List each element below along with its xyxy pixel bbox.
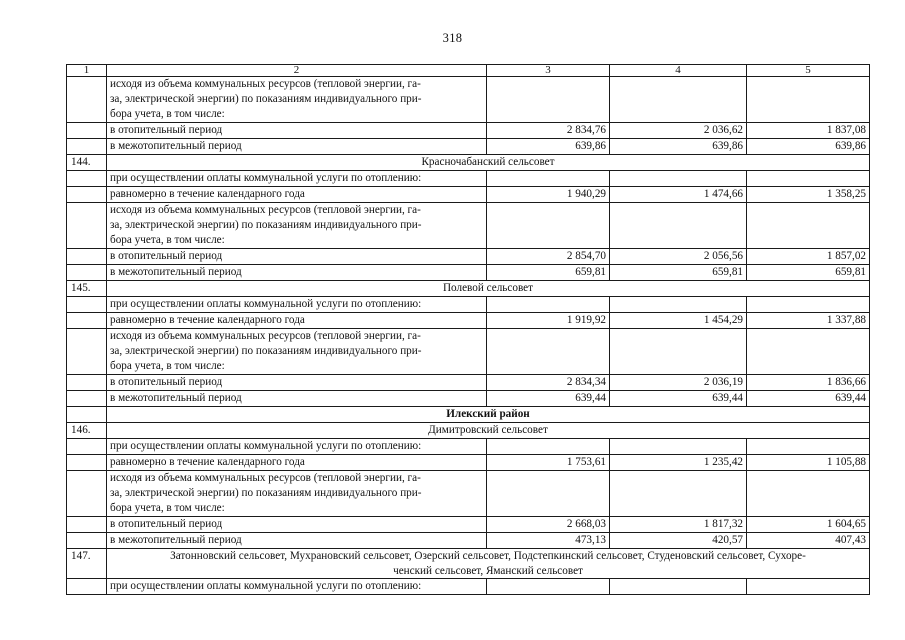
description-line: исходя из объема коммунальных ресурсов (тепловой энергии, га- bbox=[110, 204, 421, 216]
row-label: в отопительный период bbox=[107, 123, 487, 139]
description-line: исходя из объема коммунальных ресурсов (тепловой энергии, га- bbox=[110, 330, 421, 342]
description-line: за, электрической энергии) по показаниям индивидуального при- bbox=[110, 345, 422, 357]
value-row bbox=[67, 375, 870, 391]
index-cell bbox=[67, 187, 107, 203]
value-row bbox=[67, 249, 870, 265]
value-cell-col3 bbox=[487, 471, 610, 517]
description-row bbox=[67, 329, 870, 375]
description-cell bbox=[107, 203, 487, 249]
value-col4: 2 056,56 bbox=[610, 249, 747, 265]
value-col5: 1 604,65 bbox=[747, 517, 870, 533]
index-cell bbox=[67, 249, 107, 265]
row-label: в отопительный период bbox=[107, 375, 487, 391]
row-label: в межотопительный период bbox=[107, 391, 487, 407]
index-cell bbox=[67, 171, 107, 187]
row-label: равномерно в течение календарного года bbox=[107, 313, 487, 329]
index-cell bbox=[67, 439, 107, 455]
index-cell bbox=[67, 203, 107, 249]
settlement-title bbox=[107, 549, 870, 579]
payment-note: при осуществлении оплаты коммунальной услуги по отоплению: bbox=[107, 171, 487, 187]
value-cell-col5 bbox=[747, 471, 870, 517]
settlement-row bbox=[67, 281, 870, 297]
row-label: в отопительный период bbox=[107, 517, 487, 533]
index-cell bbox=[67, 471, 107, 517]
value-col5: 1 105,88 bbox=[747, 455, 870, 471]
index-cell bbox=[67, 77, 107, 123]
value-col5: 1 837,08 bbox=[747, 123, 870, 139]
value-cell-col4 bbox=[610, 77, 747, 123]
district-row bbox=[67, 407, 870, 423]
index-cell bbox=[67, 313, 107, 329]
value-row bbox=[67, 533, 870, 549]
payment-note-row bbox=[67, 439, 870, 455]
description-line: бора учета, в том числе: bbox=[110, 360, 225, 372]
value-col4 bbox=[610, 439, 747, 455]
settlement-title: Красночабанский сельсовет bbox=[107, 155, 870, 171]
value-cell-col4 bbox=[610, 471, 747, 517]
description-line: бора учета, в том числе: bbox=[110, 108, 225, 120]
settlement-title-line: Затонновский сельсовет, Мухрановский сельсовет, Озерский сельсовет, Подстепкинский сельсовет, Студеновский сельсовет, Сухоре- bbox=[170, 550, 806, 562]
payment-note: при осуществлении оплаты коммунальной услуги по отоплению: bbox=[107, 439, 487, 455]
value-col5: 407,43 bbox=[747, 533, 870, 549]
value-col5 bbox=[747, 579, 870, 595]
description-row bbox=[67, 77, 870, 123]
value-cell-col3 bbox=[487, 77, 610, 123]
index-cell bbox=[67, 455, 107, 471]
value-row bbox=[67, 139, 870, 155]
page-number: 318 bbox=[442, 31, 463, 45]
row-label: равномерно в течение календарного года bbox=[107, 455, 487, 471]
description-line: за, электрической энергии) по показаниям индивидуального при- bbox=[110, 219, 422, 231]
value-row bbox=[67, 391, 870, 407]
value-col5: 1 857,02 bbox=[747, 249, 870, 265]
value-col4 bbox=[610, 579, 747, 595]
index-cell bbox=[67, 297, 107, 313]
value-row bbox=[67, 123, 870, 139]
value-col5: 1 337,88 bbox=[747, 313, 870, 329]
value-row bbox=[67, 517, 870, 533]
value-col5: 1 836,66 bbox=[747, 375, 870, 391]
settlement-index: 145. bbox=[67, 281, 107, 297]
value-col4: 659,81 bbox=[610, 265, 747, 281]
value-col3: 2 854,70 bbox=[487, 249, 610, 265]
value-col5: 639,44 bbox=[747, 391, 870, 407]
description-row bbox=[67, 203, 870, 249]
description-cell bbox=[107, 471, 487, 517]
description-cell bbox=[107, 329, 487, 375]
settlement-row bbox=[67, 549, 870, 579]
column-number-row bbox=[67, 65, 870, 77]
value-col3 bbox=[487, 171, 610, 187]
value-col5 bbox=[747, 171, 870, 187]
description-cell bbox=[107, 77, 487, 123]
index-cell bbox=[67, 579, 107, 595]
settlement-title: Полевой сельсовет bbox=[107, 281, 870, 297]
index-cell bbox=[67, 407, 107, 423]
value-col4: 420,57 bbox=[610, 533, 747, 549]
value-col3: 473,13 bbox=[487, 533, 610, 549]
value-col3 bbox=[487, 579, 610, 595]
column-number: 1 bbox=[67, 65, 107, 77]
value-col5: 1 358,25 bbox=[747, 187, 870, 203]
description-row bbox=[67, 471, 870, 517]
value-col4 bbox=[610, 297, 747, 313]
value-col4 bbox=[610, 171, 747, 187]
payment-note-row bbox=[67, 171, 870, 187]
value-col4: 2 036,62 bbox=[610, 123, 747, 139]
settlement-row bbox=[67, 423, 870, 439]
value-col5: 659,81 bbox=[747, 265, 870, 281]
column-number: 2 bbox=[107, 65, 487, 77]
value-col4: 1 235,42 bbox=[610, 455, 747, 471]
value-col3 bbox=[487, 439, 610, 455]
description-line: за, электрической энергии) по показаниям индивидуального при- bbox=[110, 93, 422, 105]
settlement-title-line: ченский сельсовет, Яманский сельсовет bbox=[393, 564, 583, 577]
description-line: бора учета, в том числе: bbox=[110, 502, 225, 514]
value-col4: 1 817,32 bbox=[610, 517, 747, 533]
value-col4: 639,86 bbox=[610, 139, 747, 155]
row-label: в межотопительный период bbox=[107, 139, 487, 155]
index-cell bbox=[67, 123, 107, 139]
value-col4: 639,44 bbox=[610, 391, 747, 407]
column-number: 5 bbox=[747, 65, 870, 77]
payment-note-row bbox=[67, 297, 870, 313]
value-cell-col3 bbox=[487, 329, 610, 375]
value-col4: 1 474,66 bbox=[610, 187, 747, 203]
tariff-table-body bbox=[67, 65, 870, 595]
index-cell bbox=[67, 533, 107, 549]
description-line: исходя из объема коммунальных ресурсов (тепловой энергии, га- bbox=[110, 78, 421, 90]
value-col3: 1 919,92 bbox=[487, 313, 610, 329]
index-cell bbox=[67, 375, 107, 391]
value-col3: 639,86 bbox=[487, 139, 610, 155]
settlement-title: Димитровский сельсовет bbox=[107, 423, 870, 439]
row-label: в межотопительный период bbox=[107, 265, 487, 281]
value-row bbox=[67, 187, 870, 203]
value-col4: 1 454,29 bbox=[610, 313, 747, 329]
settlement-index: 146. bbox=[67, 423, 107, 439]
index-cell bbox=[67, 265, 107, 281]
value-cell-col5 bbox=[747, 329, 870, 375]
value-col3: 659,81 bbox=[487, 265, 610, 281]
value-row bbox=[67, 455, 870, 471]
tariff-table bbox=[66, 64, 870, 595]
value-cell-col4 bbox=[610, 203, 747, 249]
payment-note: при осуществлении оплаты коммунальной услуги по отоплению: bbox=[107, 297, 487, 313]
payment-note: при осуществлении оплаты коммунальной услуги по отоплению: bbox=[107, 579, 487, 595]
payment-note-row bbox=[67, 579, 870, 595]
description-line: бора учета, в том числе: bbox=[110, 234, 225, 246]
district-title: Илекский район bbox=[107, 407, 870, 423]
value-col3: 2 834,34 bbox=[487, 375, 610, 391]
value-row bbox=[67, 313, 870, 329]
value-col4: 2 036,19 bbox=[610, 375, 747, 391]
value-col3: 1 940,29 bbox=[487, 187, 610, 203]
row-label: равномерно в течение календарного года bbox=[107, 187, 487, 203]
index-cell bbox=[67, 517, 107, 533]
row-label: в отопительный период bbox=[107, 249, 487, 265]
row-label: в межотопительный период bbox=[107, 533, 487, 549]
index-cell bbox=[67, 329, 107, 375]
settlement-index: 144. bbox=[67, 155, 107, 171]
value-cell-col3 bbox=[487, 203, 610, 249]
description-line: исходя из объема коммунальных ресурсов (тепловой энергии, га- bbox=[110, 472, 421, 484]
settlement-row bbox=[67, 155, 870, 171]
column-number: 3 bbox=[487, 65, 610, 77]
value-col3: 2 668,03 bbox=[487, 517, 610, 533]
value-row bbox=[67, 265, 870, 281]
value-cell-col5 bbox=[747, 77, 870, 123]
settlement-index: 147. bbox=[67, 549, 107, 579]
description-line: за, электрической энергии) по показаниям индивидуального при- bbox=[110, 487, 422, 499]
value-cell-col4 bbox=[610, 329, 747, 375]
value-col3: 2 834,76 bbox=[487, 123, 610, 139]
column-number: 4 bbox=[610, 65, 747, 77]
value-col5 bbox=[747, 297, 870, 313]
index-cell bbox=[67, 391, 107, 407]
value-col5 bbox=[747, 439, 870, 455]
value-col3: 1 753,61 bbox=[487, 455, 610, 471]
value-col5: 639,86 bbox=[747, 139, 870, 155]
value-col3: 639,44 bbox=[487, 391, 610, 407]
value-cell-col5 bbox=[747, 203, 870, 249]
index-cell bbox=[67, 139, 107, 155]
value-col3 bbox=[487, 297, 610, 313]
